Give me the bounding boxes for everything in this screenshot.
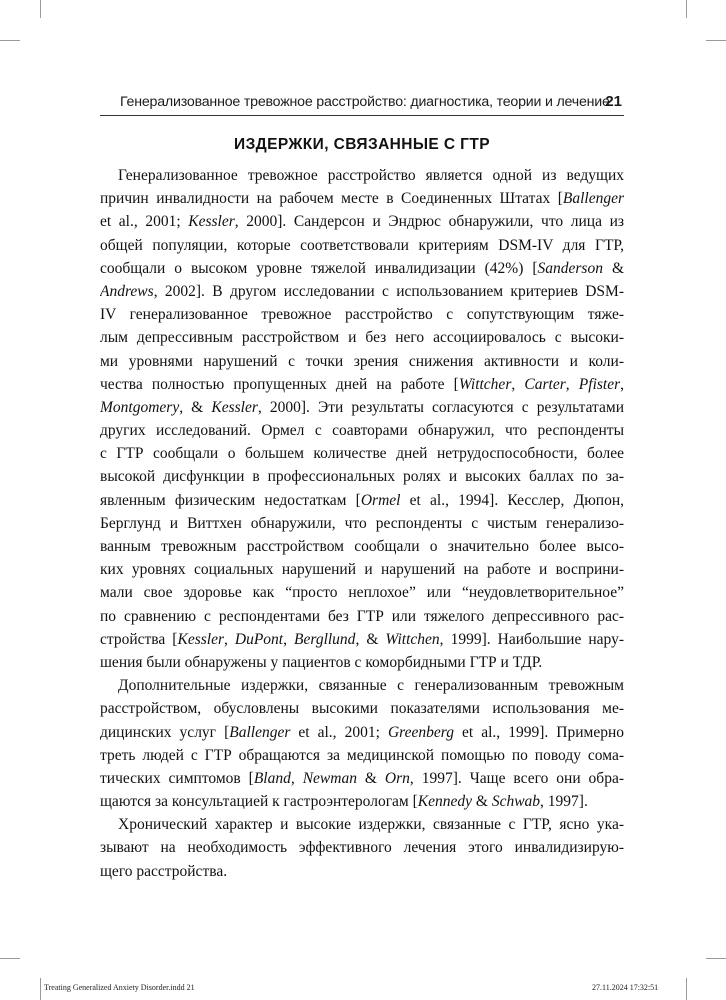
citation-author: Newman <box>302 769 357 787</box>
text-run: et al., 2001; <box>290 723 388 741</box>
footer-file: Treating Generalized Anxiety Disorder.indd 21 <box>44 983 195 992</box>
footer-datetime: 27.11.2024 17:32:51 <box>592 983 659 992</box>
text-run: , & <box>355 630 386 648</box>
text-run: чества полностью пропущенных дней на работе [ <box>100 375 459 393</box>
citation-author: Wittcher <box>458 375 512 393</box>
citation-author: DuPont <box>234 630 284 648</box>
text-run: причин инвалидности на рабочем месте в Соединенных Штатах [ <box>100 190 563 208</box>
text-run: Берглунд и Виттхен обнаружили, что респонденты с чистым генерализо- <box>100 514 624 532</box>
text-line <box>100 512 624 535</box>
text-run: & <box>356 769 385 787</box>
text-run: , <box>511 375 525 393</box>
text-run: общей популяции, которые соответствовали критериям DSM-IV для ГТР, <box>100 236 624 254</box>
text-run: щаются за консультацией к гастроэнтерологам [ <box>100 793 418 811</box>
text-run: треть людей с ГТР обращаются за медицинской помощью по поводу сома- <box>100 746 624 764</box>
page-number: 21 <box>605 93 622 110</box>
text-line <box>100 558 624 581</box>
text-line <box>100 419 624 442</box>
text-run: , 2002]. В другом исследовании с использованием критериев DSM- <box>153 282 624 300</box>
text-line <box>100 628 624 651</box>
text-run: , <box>565 375 579 393</box>
text-run: , 2000]. Эти результаты согласуются с результатами <box>257 398 624 416</box>
citation-author: Kessler <box>188 213 235 231</box>
text-run: , & <box>179 398 212 416</box>
citation-author: Kessler <box>211 398 258 416</box>
text-run: тических симптомов [ <box>100 769 254 787</box>
text-run: & <box>602 259 624 277</box>
text-line <box>100 489 624 512</box>
text-line <box>100 350 624 373</box>
running-head <box>100 93 624 116</box>
text-run: , 1997]. <box>540 793 588 811</box>
text-run: & <box>472 793 492 811</box>
text-run: сообщали о высоком уровне тяжелой инвалидизации (42%) [ <box>100 259 538 277</box>
text-line <box>100 767 624 790</box>
text-run: по сравнению с респондентами без ГТР или тяжелого депрессивного рас- <box>100 607 624 625</box>
text-run: Хронический характер и высокие издержки, связанные с ГТР, ясно ука- <box>118 816 624 834</box>
text-line <box>100 697 624 720</box>
text-line <box>100 465 624 488</box>
citation-author: Greenberg <box>387 723 454 741</box>
text-run: Дополнительные издержки, связанные с генерализованным тревожным <box>118 677 624 695</box>
running-head-title: Генерализованное тревожное расстройство: диагностика, теории и лечение <box>120 94 610 110</box>
text-run: , 1997]. Чаще всего они обра- <box>409 769 624 787</box>
crop-mark <box>686 0 687 18</box>
text-line <box>100 234 624 257</box>
text-line <box>100 744 624 767</box>
text-run: ванным тревожным расстройством сообщали о значительно более высо- <box>100 538 624 555</box>
text-line <box>100 721 624 744</box>
text-line <box>100 396 624 419</box>
text-run: явленным физическим недостаткам [ <box>100 491 361 509</box>
citation-author: Carter <box>524 375 566 393</box>
citation-author: Ormel <box>360 491 401 509</box>
paragraph <box>100 164 624 674</box>
citation-author: Bland <box>253 769 291 787</box>
text-run: et al., 1994]. Кесслер, Дюпон, <box>400 491 624 509</box>
text-line <box>100 836 624 859</box>
text-run: et al., 1999]. Примерно <box>453 723 624 741</box>
text-run: высокой дисфункции в профессиональных ролях и высоких баллах по за- <box>100 468 624 486</box>
text-line <box>100 605 624 628</box>
text-run: мали свое здоровье как “просто неплохое” или “неудовлетворительное” <box>100 584 624 602</box>
crop-mark <box>40 0 41 18</box>
crop-mark <box>40 978 41 1000</box>
text-run: зывают на необходимость эффективного лечения этого инвалидизирую- <box>100 839 624 857</box>
text-run: расстройством, обусловлены высокими показателями использования ме- <box>100 700 624 718</box>
citation-author: Andrews <box>100 282 154 300</box>
citation-author: Ballenger <box>229 723 291 741</box>
text-line <box>100 164 624 187</box>
text-line <box>100 860 624 883</box>
text-run: , 2000]. Сандерсон и Эндрюс обнаружили, что лица из <box>234 213 624 231</box>
text-run: , 1999]. Наибольшие нару- <box>439 630 624 648</box>
text-run: стройства [ <box>100 630 178 648</box>
crop-mark <box>0 40 20 41</box>
text-run: , <box>283 630 295 648</box>
text-line <box>100 535 624 558</box>
citation-author: Wittchen <box>385 630 440 648</box>
paragraph <box>100 674 624 813</box>
text-run: с ГТР сообщали о большем количестве дней нетрудоспособности, более <box>100 445 624 463</box>
body-text <box>100 164 624 883</box>
text-line <box>100 280 624 303</box>
citation-author: Bergllund <box>294 630 356 648</box>
text-line <box>100 373 624 396</box>
citation-author: Orn <box>384 769 410 787</box>
text-run: шения были обнаружены у пациентов с коморбидными ГТР и ТДР. <box>100 653 543 671</box>
text-line <box>100 790 624 813</box>
text-line <box>100 813 624 836</box>
citation-author: Kessler <box>177 630 224 648</box>
citation-author: Ballenger <box>562 190 624 208</box>
text-line <box>100 442 624 465</box>
text-run: , <box>290 769 303 787</box>
crop-mark <box>686 978 687 1000</box>
citation-author: Pfister <box>578 375 621 393</box>
citation-author: Montgomery <box>100 398 180 416</box>
text-run: ми уровнями нарушений с точки зрения снижения активности и коли- <box>100 352 624 370</box>
citation-author: Schwab <box>491 793 541 811</box>
text-run: щего расстройства. <box>100 862 228 880</box>
text-run: et al., 2001; <box>100 213 189 231</box>
text-line <box>100 257 624 280</box>
text-line <box>100 326 624 349</box>
text-run: IV генерализованное тревожное расстройство с сопутствующим тяже- <box>100 306 624 324</box>
text-line <box>100 303 624 326</box>
paragraph <box>100 813 624 883</box>
citation-author: Sanderson <box>537 259 603 277</box>
text-line <box>100 187 624 210</box>
text-run: ких уровнях социальных нарушений и нарушений на работе и восприни- <box>100 561 624 579</box>
crop-mark <box>706 958 726 959</box>
text-run: других исследований. Ормел с соавторами обнаружил, что респонденты <box>100 422 624 440</box>
text-run: лым депрессивным расстройством и без него ассоциировалось с высоки- <box>100 329 624 347</box>
text-line <box>100 674 624 697</box>
citation-author: Kennedy <box>417 793 473 811</box>
crop-mark <box>0 958 20 959</box>
section-heading: ИЗДЕРЖКИ, СВЯЗАННЫЕ С ГТР <box>234 136 490 153</box>
text-run: дицинских услуг [ <box>100 723 230 741</box>
text-line <box>100 651 624 674</box>
text-line <box>100 210 624 233</box>
text-line <box>100 581 624 604</box>
text-run: Генерализованное тревожное расстройство является одной из ведущих <box>118 167 624 184</box>
text-run: , <box>223 630 235 648</box>
crop-mark <box>706 40 726 41</box>
text-run: , <box>620 375 624 393</box>
